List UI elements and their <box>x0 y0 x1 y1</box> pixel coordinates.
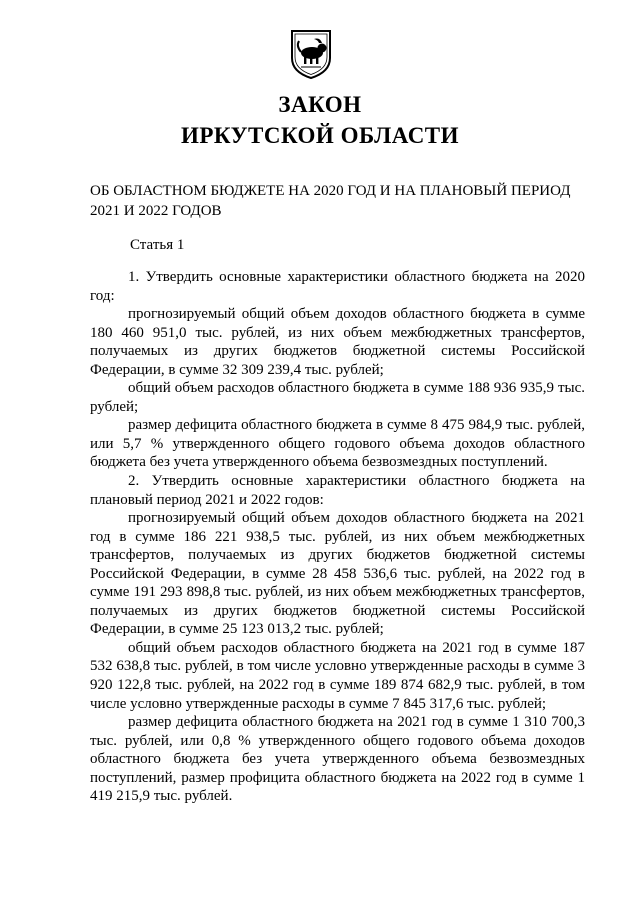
coat-of-arms-icon <box>289 28 333 80</box>
paragraph: прогнозируемый общий объем доходов областного бюджета в сумме 180 460 951,0 тыс. рублей, из них объем межбюджетных трансфертов, получаемых из других бюджетов бюджетной системы Российской Федерации, в сумме 32 309 239,4 тыс. рублей; <box>90 306 585 378</box>
law-heading: ОБ ОБЛАСТНОМ БЮДЖЕТЕ НА 2020 ГОД И НА ПЛАНОВЫЙ ПЕРИОД 2021 И 2022 ГОДОВ <box>90 183 571 219</box>
paragraph: 1. Утвердить основные характеристики областного бюджета на 2020 год: <box>90 269 585 304</box>
paragraph: прогнозируемый общий объем доходов областного бюджета на 2021 год в сумме 186 221 938,5 тыс. рублей, из них объем межбюджетных трансфертов, получаемых из других бюджетов бюджетной системы Российской Федерации, в сумме 28 458 536,6 тыс. рублей, на 2022 год в сумме 191 293 898,8 тыс. рублей, из них объем межбюджетных трансфертов, получаемых из других бюджетов бюджетной системы Российской Федерации, в сумме 25 123 013,2 тыс. рублей; <box>90 510 585 638</box>
paragraph: размер дефицита областного бюджета на 2021 год в сумме 1 310 700,3 тыс. рублей, или 0,8 % утвержденного общего годового объема доходов областного бюджета без учета утвержденного объема безвозмездных поступлений, размер профицита областного бюджета на 2022 год в сумме 1 419 215,9 тыс. рублей. <box>90 714 585 805</box>
paragraph: общий объем расходов областного бюджета в сумме 188 936 935,9 тыс. рублей; <box>90 380 585 415</box>
paragraph: 2. Утвердить основные характеристики областного бюджета на плановый период 2021 и 2022 годов: <box>90 473 585 508</box>
law-body <box>90 268 585 806</box>
article-title: Статья 1 <box>130 237 185 253</box>
law-region-title: ИРКУТСКОЙ ОБЛАСТИ <box>180 123 460 148</box>
paragraph: размер дефицита областного бюджета в сумме 8 475 984,9 тыс. рублей, или 5,7 % утвержденного общего годового объема доходов областного бюджета без учета утвержденного объема безвозмездных поступлений. <box>90 417 585 471</box>
paragraph: общий объем расходов областного бюджета на 2021 год в сумме 187 532 638,8 тыс. рублей, в том числе условно утвержденные расходы в сумме 3 920 122,8 тыс. рублей, на 2022 год в сумме 189 874 682,9 тыс. рублей, в том числе условно утвержденные расходы в сумме 7 845 317,6 тыс. рублей; <box>90 639 585 712</box>
law-title: ЗАКОН <box>278 92 362 117</box>
